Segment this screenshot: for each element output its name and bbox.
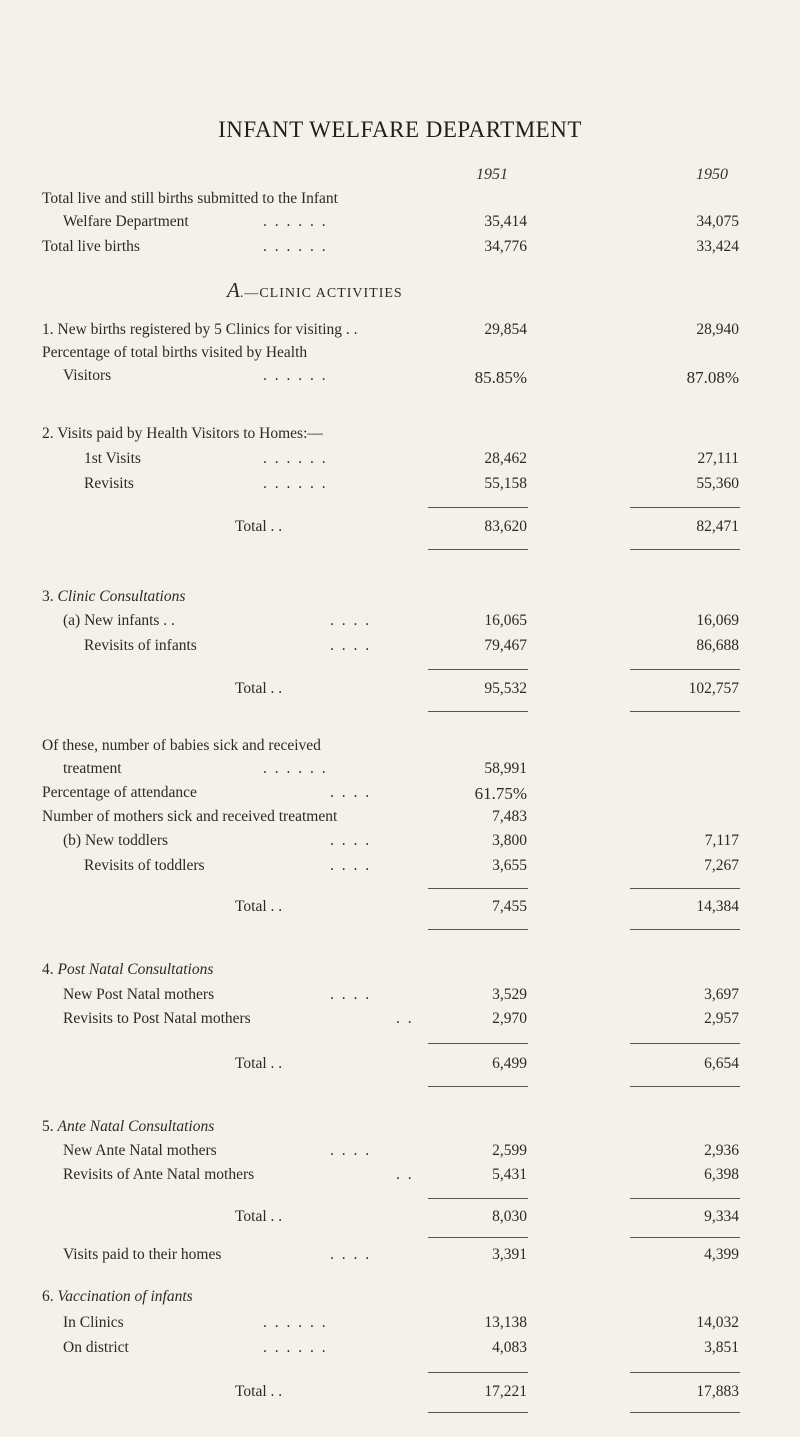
value-1950: 87.08% <box>686 368 739 387</box>
value-1950: 33,424 <box>696 238 739 255</box>
section-heading <box>42 1288 193 1306</box>
value-1950: 6,398 <box>704 1166 739 1183</box>
total-1951: 95,532 <box>484 680 527 697</box>
row-label: On district <box>63 1339 129 1356</box>
sum-rule <box>630 507 740 508</box>
row-label: Percentage of attendance <box>42 784 197 801</box>
value-1951: 3,800 <box>492 832 527 849</box>
value-1951: 35,414 <box>484 213 527 230</box>
dot-leader: . . . . . . <box>263 1339 328 1356</box>
total-1950: 6,654 <box>704 1055 739 1072</box>
value-1951: 4,083 <box>492 1339 527 1356</box>
value-1951: 61.75% <box>474 784 527 803</box>
value-1951: 3,655 <box>492 857 527 874</box>
row-label: (b) New toddlers <box>63 832 169 849</box>
sum-rule <box>428 669 528 670</box>
value-1951: 2,970 <box>492 1010 527 1027</box>
item-heading: Vaccination of infants <box>57 1288 193 1305</box>
row-label: In Clinics <box>63 1314 124 1331</box>
dot-leader: . . . . . . <box>263 450 328 467</box>
sum-rule <box>630 1412 740 1413</box>
row-label: Total live births <box>42 238 140 255</box>
dot-leader: . . . . . . <box>263 238 328 255</box>
row-label: Visits paid to their homes <box>63 1246 222 1263</box>
section-heading <box>42 961 213 979</box>
sum-rule <box>428 549 528 550</box>
dot-leader: . . . . <box>330 986 372 1003</box>
value-1950: 16,069 <box>696 612 739 629</box>
dot-leader: . . . . <box>330 1142 372 1159</box>
total-label: Total . . <box>235 1208 283 1225</box>
section-letter: A <box>227 278 240 302</box>
page-title: INFANT WELFARE DEPARTMENT <box>218 117 582 142</box>
total-1951: 17,221 <box>484 1383 527 1400</box>
sum-rule <box>630 1043 740 1044</box>
dot-leader: . . . . . . <box>263 760 328 777</box>
dot-leader: . . . . . . <box>263 367 328 384</box>
sum-rule <box>630 1372 740 1373</box>
section-heading <box>42 1118 214 1136</box>
value-1950: 7,117 <box>704 832 739 849</box>
value-1950: 2,957 <box>704 1010 739 1027</box>
value-1951: 85.85% <box>474 368 527 387</box>
total-label: Total . . <box>235 1383 283 1400</box>
value-1950: 28,940 <box>696 321 739 338</box>
value-1950: 27,111 <box>697 450 739 467</box>
value-1951: 79,467 <box>484 637 527 654</box>
section-heading <box>42 588 185 606</box>
row-label: New Ante Natal mothers <box>63 1142 217 1159</box>
value-1951: 3,529 <box>492 986 527 1003</box>
value-1950: 4,399 <box>704 1246 739 1263</box>
item-number: 3. <box>42 588 54 605</box>
sum-rule <box>630 669 740 670</box>
dot-leader: . . . . <box>330 857 372 874</box>
row-label: Revisits <box>84 475 134 492</box>
dot-leader: . . . . <box>330 832 372 849</box>
row-label: Revisits of Ante Natal mothers <box>63 1166 255 1183</box>
total-1951: 83,620 <box>484 518 527 535</box>
sum-rule <box>428 888 528 889</box>
dot-leader: . . . . <box>330 612 372 629</box>
row-label: Welfare Department <box>63 213 189 230</box>
item-number: 5. <box>42 1118 54 1135</box>
value-1951: 29,854 <box>484 321 527 338</box>
dot-leader: . . . . <box>330 1246 372 1263</box>
value-1951: 16,065 <box>484 612 527 629</box>
total-label: Total . . <box>235 518 283 535</box>
dot-leader: . . . . . . <box>263 1314 328 1331</box>
sum-rule <box>630 1198 740 1199</box>
row-label: 1st Visits <box>84 450 141 467</box>
row-label: Percentage of total births visited by Health <box>42 344 308 361</box>
year-header-1950: 1950 <box>696 166 728 183</box>
year-header-1951: 1951 <box>476 166 508 183</box>
total-1950: 14,384 <box>696 898 739 915</box>
value-1951: 55,158 <box>484 475 527 492</box>
dot-leader: . . <box>396 1010 414 1027</box>
value-1951: 58,991 <box>484 760 527 777</box>
row-label: New Post Natal mothers <box>63 986 215 1003</box>
row-label: 1. New births registered by 5 Clinics for visiting . . <box>42 321 358 338</box>
value-1950: 14,032 <box>696 1314 739 1331</box>
total-1951: 8,030 <box>492 1208 527 1225</box>
row-label: (a) New infants . . <box>63 612 175 629</box>
section-text: .—CLINIC ACTIVITIES <box>239 286 403 301</box>
section-heading <box>227 278 403 303</box>
total-1950: 82,471 <box>696 518 739 535</box>
value-1951: 5,431 <box>492 1166 527 1183</box>
sum-rule <box>630 711 740 712</box>
row-label: Revisits to Post Natal mothers <box>63 1010 251 1027</box>
item-heading: Ante Natal Consultations <box>57 1118 215 1135</box>
sum-rule <box>428 1372 528 1373</box>
row-label: Revisits of infants <box>84 637 197 654</box>
section-heading: 2. Visits paid by Health Visitors to Homes:— <box>42 425 323 442</box>
sum-rule <box>428 1086 528 1087</box>
item-heading: Post Natal Consultations <box>57 961 214 978</box>
total-label: Total . . <box>235 1055 283 1072</box>
sum-rule <box>428 711 528 712</box>
total-1950: 17,883 <box>696 1383 739 1400</box>
total-1950: 9,334 <box>704 1208 739 1225</box>
sum-rule <box>428 507 528 508</box>
item-number: 6. <box>42 1288 54 1305</box>
sum-rule <box>630 888 740 889</box>
sum-rule <box>630 929 740 930</box>
row-label: Visitors <box>63 367 112 384</box>
row-label: Revisits of toddlers <box>84 857 205 874</box>
value-1950: 86,688 <box>696 637 739 654</box>
total-1950: 102,757 <box>688 680 739 697</box>
value-1950: 34,075 <box>696 213 739 230</box>
dot-leader: . . . . . . <box>263 213 328 230</box>
value-1951: 7,483 <box>492 808 527 825</box>
dot-leader: . . . . . . <box>263 475 328 492</box>
dot-leader: . . <box>396 1166 414 1183</box>
dot-leader: . . . . <box>330 637 372 654</box>
value-1951: 3,391 <box>492 1246 527 1263</box>
row-label: Total live and still births submitted to the Infant <box>42 190 338 207</box>
row-label: treatment <box>63 760 122 777</box>
sum-rule <box>630 549 740 550</box>
value-1950: 3,851 <box>704 1339 739 1356</box>
sum-rule <box>428 1198 528 1199</box>
value-1951: 28,462 <box>484 450 527 467</box>
item-number: 4. <box>42 961 54 978</box>
value-1951: 34,776 <box>484 238 527 255</box>
sum-rule <box>630 1237 740 1238</box>
value-1950: 55,360 <box>696 475 739 492</box>
sum-rule <box>630 1086 740 1087</box>
value-1951: 13,138 <box>484 1314 527 1331</box>
item-heading: Clinic Consultations <box>57 588 186 605</box>
sum-rule <box>428 1412 528 1413</box>
sum-rule <box>428 1043 528 1044</box>
dot-leader: . . . . <box>330 784 372 801</box>
sum-rule <box>428 929 528 930</box>
value-1950: 2,936 <box>704 1142 739 1159</box>
value-1950: 3,697 <box>704 986 739 1003</box>
total-1951: 6,499 <box>492 1055 527 1072</box>
row-label: Of these, number of babies sick and received <box>42 737 321 754</box>
total-label: Total . . <box>235 680 283 697</box>
total-1951: 7,455 <box>492 898 527 915</box>
row-label: Number of mothers sick and received treatment <box>42 808 338 825</box>
value-1951: 2,599 <box>492 1142 527 1159</box>
total-label: Total . . <box>235 898 283 915</box>
value-1950: 7,267 <box>704 857 739 874</box>
sum-rule <box>428 1237 528 1238</box>
